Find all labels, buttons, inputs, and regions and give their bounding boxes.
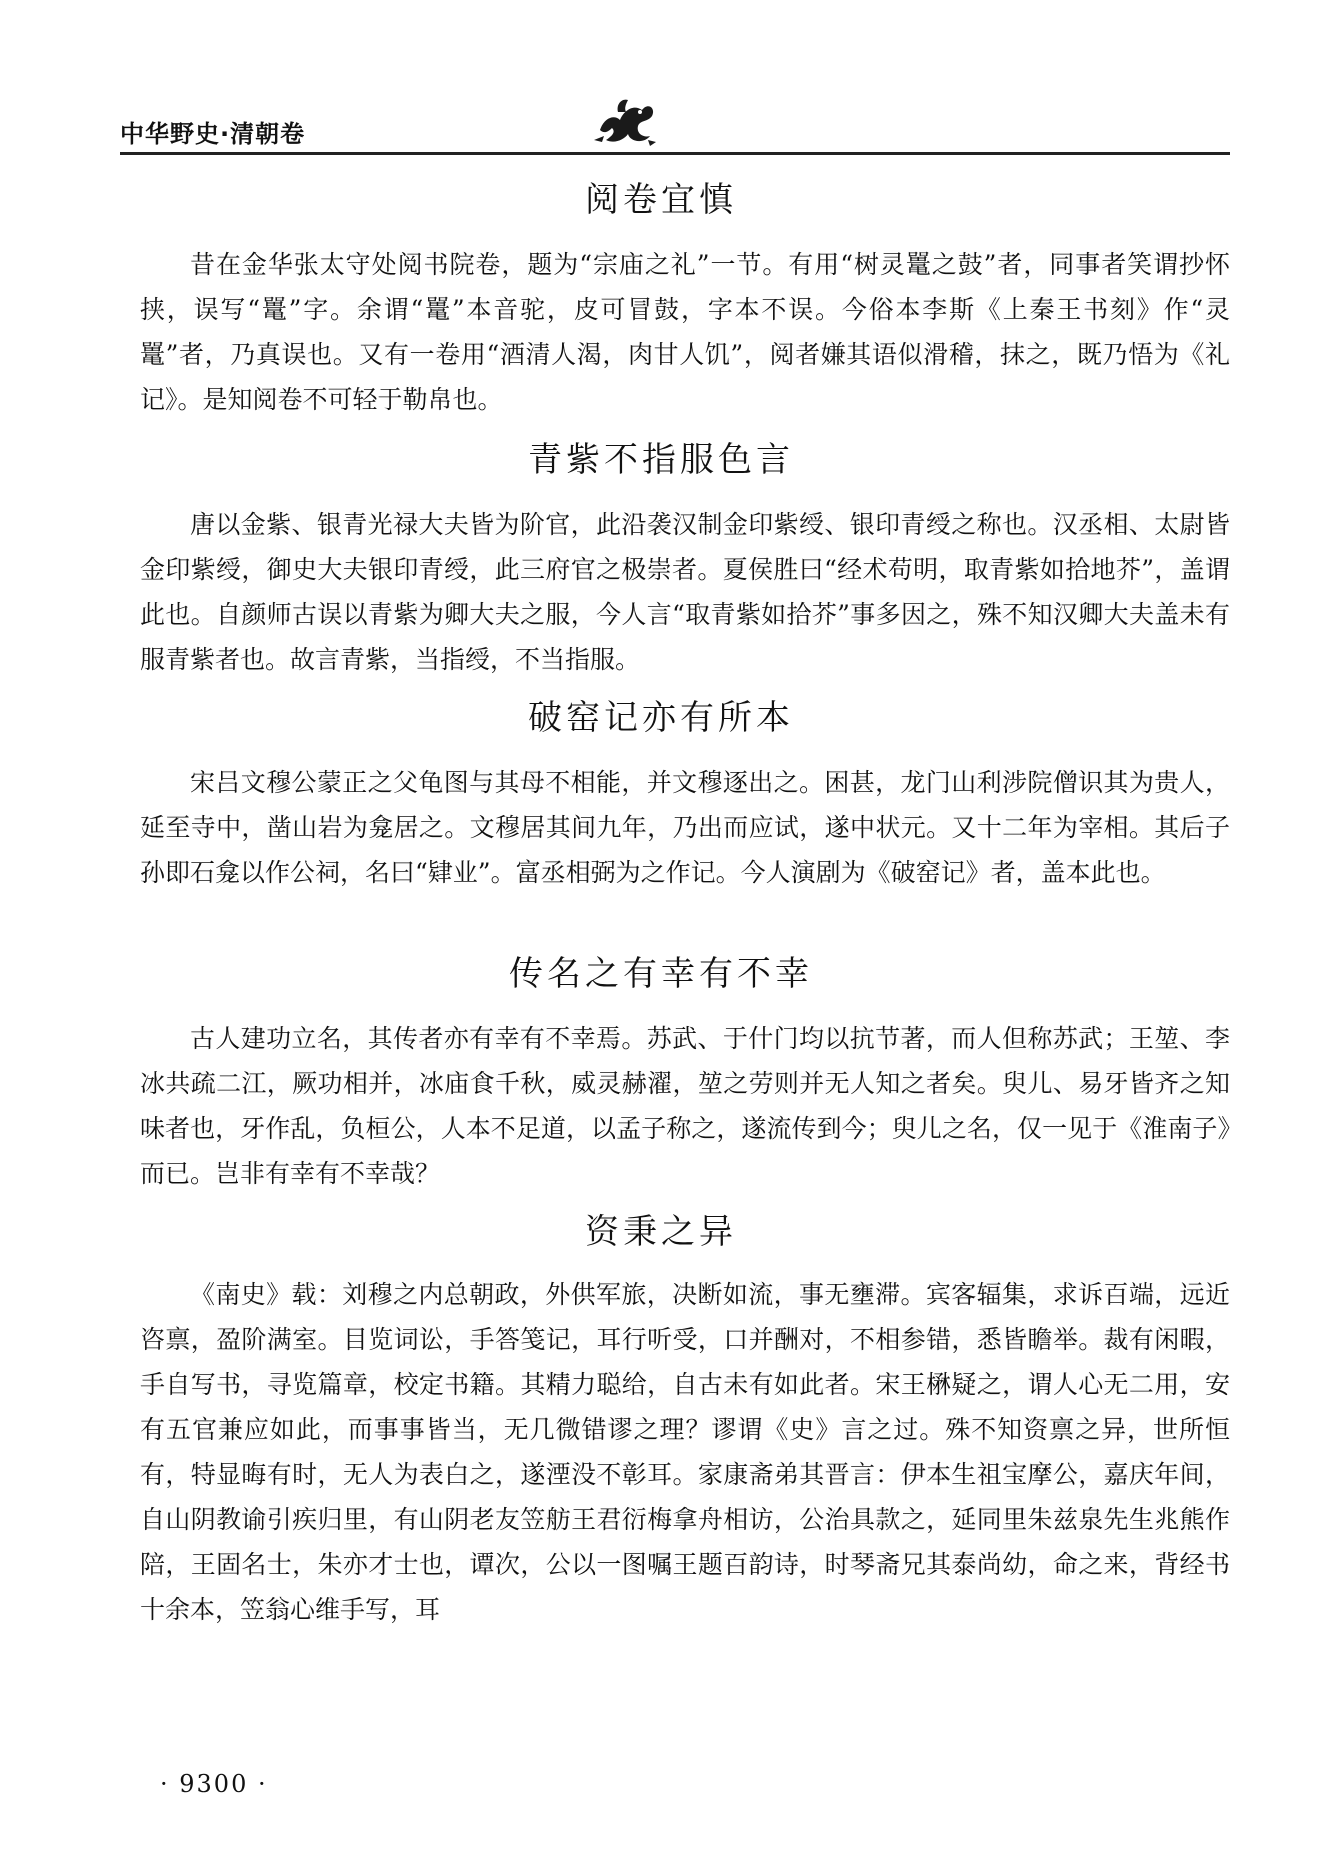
page-number: · 9300 · [160,1770,268,1798]
section-title: 资秉之异 [585,1212,737,1252]
section-body: 唐以金紫、银青光禄大夫皆为阶官，此沿袭汉制金印紫绶、银印青绶之称也。汉丞相、太尉皆金印紫绶，御史大夫银印青绶，此三府官之极崇者。夏侯胜曰“经术苟明，取青紫如拾地芥”，盖谓此也。自颜师古误以青紫为卿大夫之服，今人言“取青紫如拾芥”事多因之，殊不知汉卿大夫盖未有服青紫者也。故言青紫，当指绶，不当指服。 [140,510,1230,674]
section-body: 古人建功立名，其传者亦有幸有不幸焉。苏武、于什门均以抗节著，而人但称苏武；王堃、李冰共疏二江，厥功相并，冰庙食千秋，威灵赫濯，堃之劳则并无人知之者矣。臾儿、易牙皆齐之知味者也，牙作乱，负桓公，人本不足道，以孟子称之，遂流传到今；臾儿之名，仅一见于《淮南子》而已。岂非有幸有不幸哉？ [140,1024,1230,1188]
section-body: 《南史》载：刘穆之内总朝政，外供军旅，决断如流，事无壅滞。宾客辐集，求诉百端，远近咨禀，盈阶满室。目览词讼，手答笺记，耳行听受，口并酬对，不相参错，悉皆瞻举。裁有闲暇，手自写书，寻览篇章，校定书籍。其精力聪给，自古未有如此者。宋王楙疑之，谓人心无二用，安有五官兼应如此，而事事皆当，无几微错谬之理？谬谓《史》言之过。殊不知资禀之异，世所恒有，特显晦有时，无人为表白之，遂湮没不彰耳。家康斋弟其晋言：伊本生祖宝摩公，嘉庆年间，自山阴教谕引疾归里，有山阴老友笠舫王君衍梅拿舟相访，公治具款之，延同里朱兹泉先生兆熊作陪，王固名士，朱亦才士也，谭次，公以一图嘱王题百韵诗，时琴斋兄其泰尚幼，命之来，背经书十余本，笠翁心维手写，耳 [140,1280,1230,1624]
section-body: 宋吕文穆公蒙正之父龟图与其母不相能，并文穆逐出之。困甚，龙门山利涉院僧识其为贵人，延至寺中，凿山岩为龛居之。文穆居其间九年，乃出而应试，遂中状元。又十二年为宰相。其后子孙即石龛以作公祠，名曰“肄业”。富丞相弼为之作记。今人演剧为《破窑记》者，盖本此也。 [140,768,1230,887]
section-title: 阅卷宜慎 [585,180,737,220]
running-header [120,108,1270,156]
book-title: 中华野史·清朝卷 [120,120,306,148]
section-title: 青紫不指服色言 [528,440,794,480]
section-title: 传名之有幸有不幸 [509,954,813,994]
section-title: 破窑记亦有所本 [528,698,794,738]
dragon-emblem-icon [590,90,660,148]
section-body: 昔在金华张太守处阅书院卷，题为“宗庙之礼”一节。有用“树灵鼍之鼓”者，同事者笑谓抄怀挟，误写“鼍”字。余谓“鼍”本音驼，皮可冒鼓，字本不误。今俗本李斯《上秦王书刻》作“灵鼍”者，乃真误也。又有一卷用“酒清人渴，肉甘人饥”，阅者嫌其语似滑稽，抹之，既乃悟为《礼记》。是知阅卷不可轻于勒帛也。 [140,250,1230,414]
header-rule [120,152,1230,155]
